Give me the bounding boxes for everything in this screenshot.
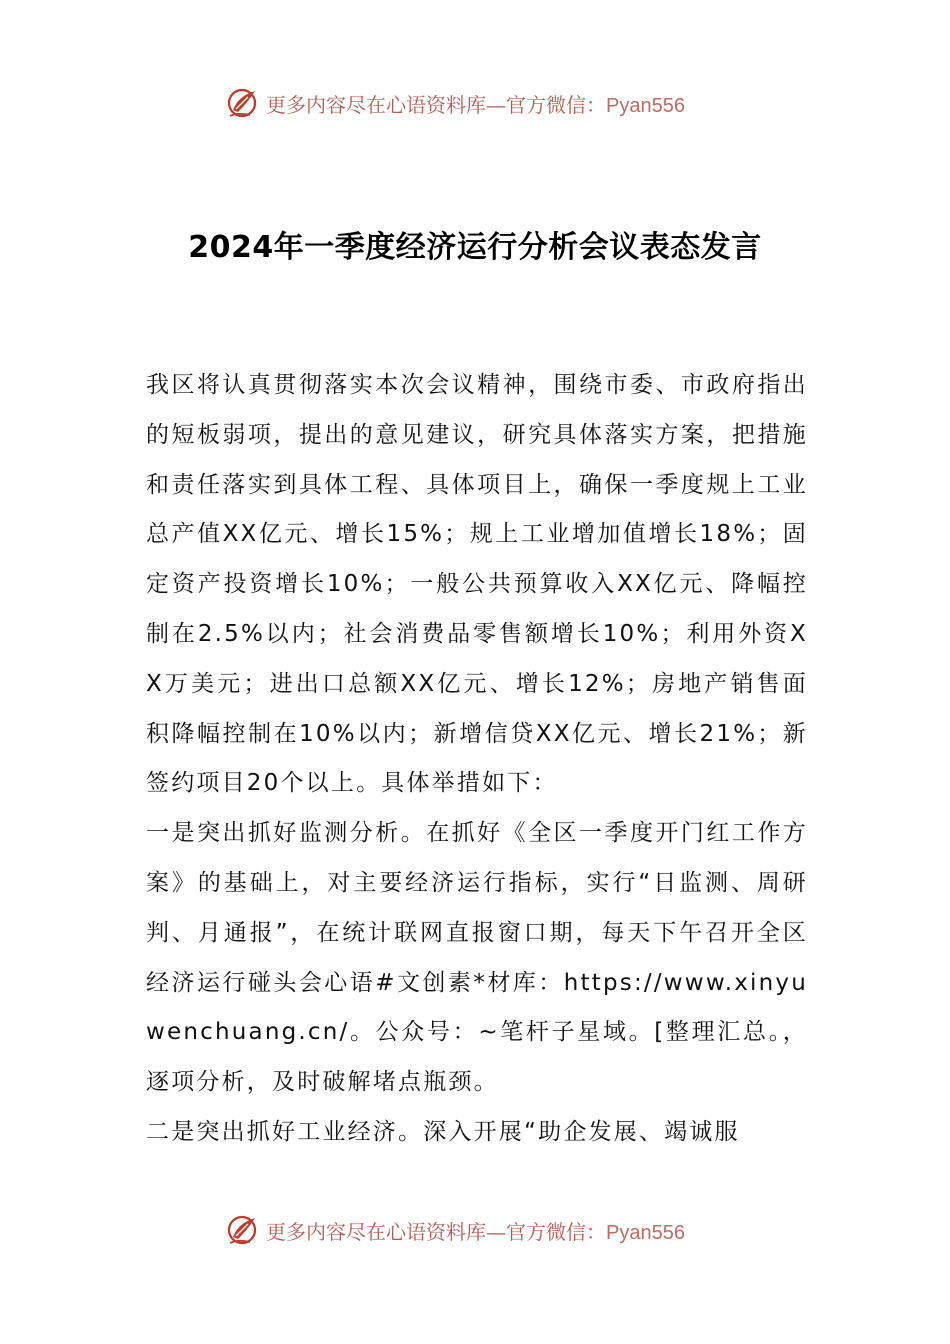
pen-nib-logo-icon: [226, 86, 260, 120]
footer-banner[interactable]: [226, 1211, 685, 1249]
header-banner-text: [266, 89, 685, 118]
header-banner-label: 更多内容尽在心语资料库—官方微信：: [266, 92, 606, 117]
footer-banner-text: [266, 1216, 685, 1245]
header-banner[interactable]: [226, 84, 685, 122]
pen-nib-logo-icon: [226, 1213, 260, 1247]
document-title: 2024年一季度经济运行分析会议表态发言: [188, 230, 762, 265]
paragraph-monitoring: 一是突出抓好监测分析。在抓好《全区一季度开门红工作方案》的基础上，对主要经济运行指标，实行“日监测、周研判、月通报”，在统计联网直报窗口期，每天下午召开全区经济运行碰头会心语#文创素*材库：https://www.xinyuwenchuang.cn/。公众号：~笔杆子星域。[整理汇总。，逐项分析，及时破解堵点瓶颈。: [146, 820, 808, 1096]
paragraph-intro: 我区将认真贯彻落实本次会议精神，围绕市委、市政府指出的短板弱项，提出的意见建议，研究具体落实方案，把措施和责任落实到具体工程、具体项目上，确保一季度规上工业总产值XX亿元、增长15%；规上工业增加值增长18%；固定资产投资增长10%；一般公共预算收入XX亿元、降幅控制在2.5%以内；社会消费品零售额增长10%；利用外资XX万美元；进出口总额XX亿元、增长12%；房地产销售面积降幅控制在10%以内；新增信贷XX亿元、增长21%；新签约项目20个以上。具体举措如下：: [146, 372, 808, 797]
header-wechat-id: Pyan556: [606, 94, 685, 117]
document-body: [146, 361, 808, 1158]
paragraph-industry: 二是突出抓好工业经济。深入开展“助企发展、竭诚服: [146, 1118, 740, 1145]
footer-wechat-id: Pyan556: [606, 1221, 685, 1244]
footer-banner-label: 更多内容尽在心语资料库—官方微信：: [266, 1219, 606, 1244]
